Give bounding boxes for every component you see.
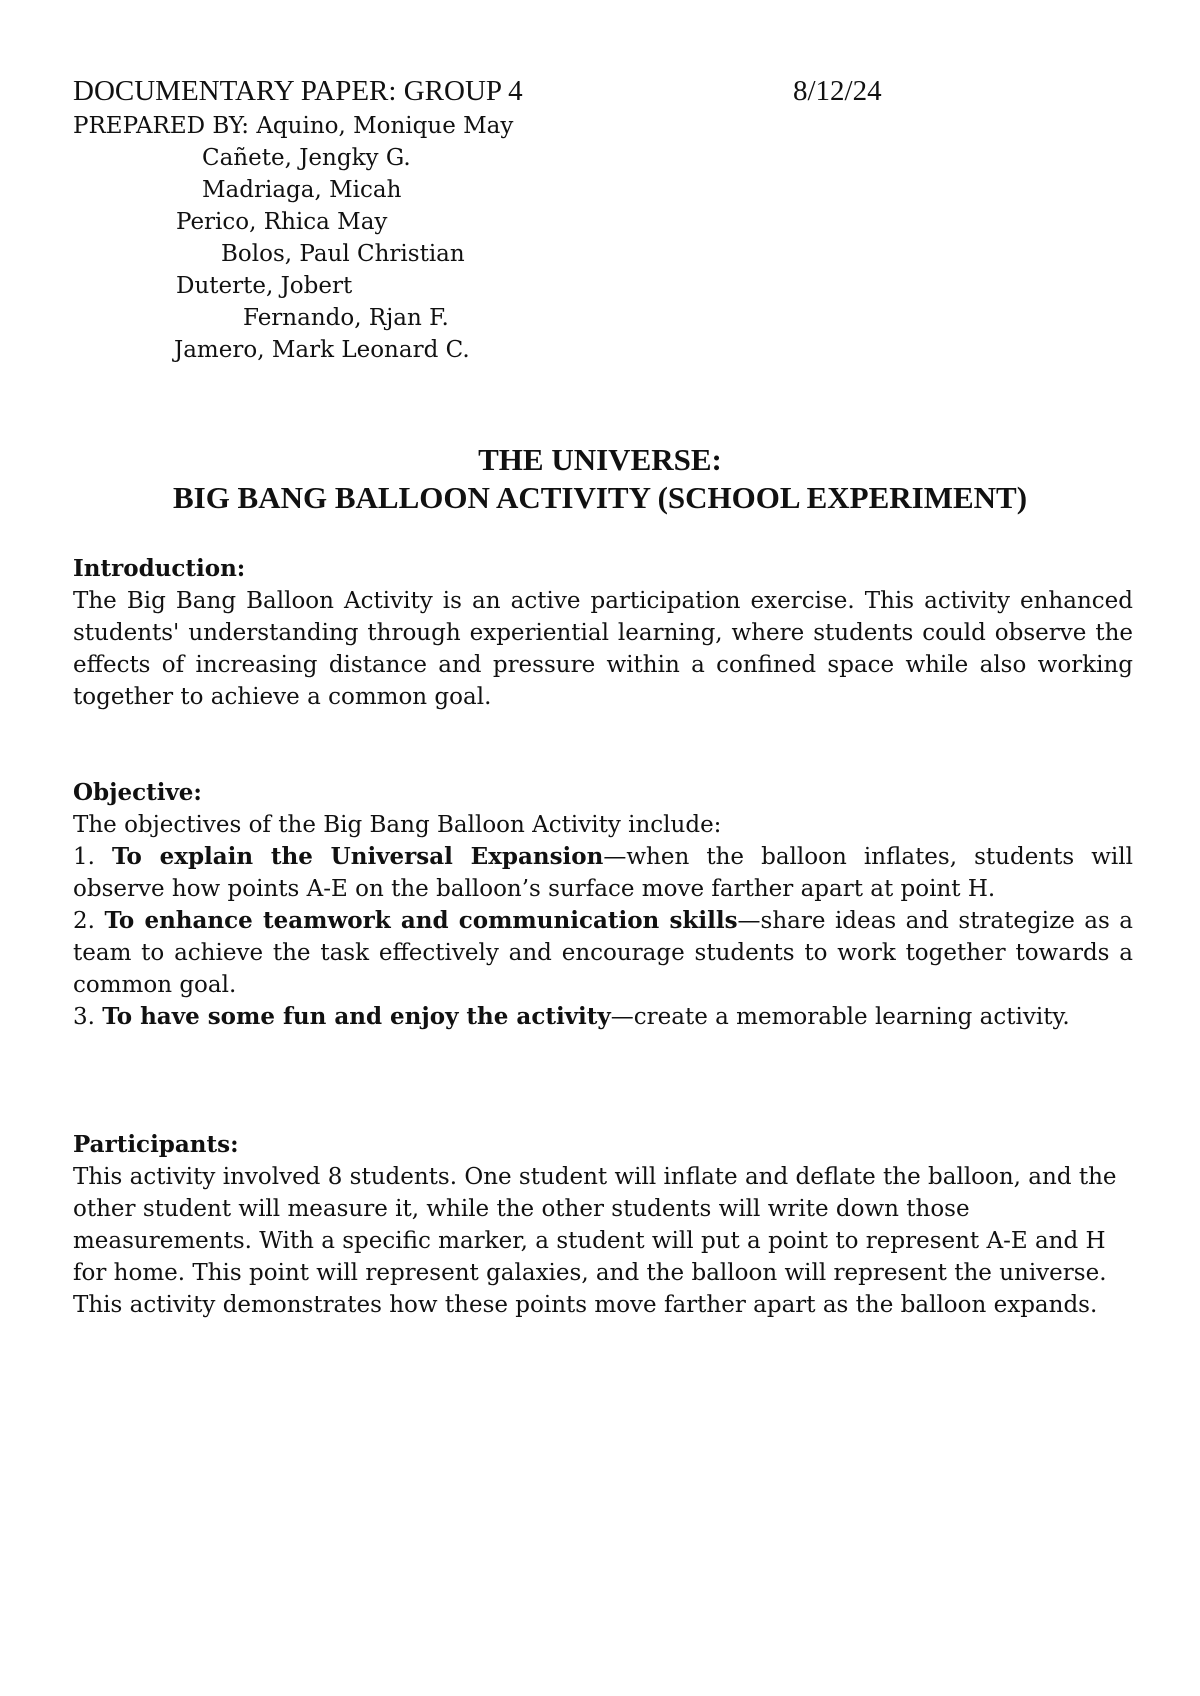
author-name: Jamero, Mark Leonard C. — [174, 337, 470, 363]
objective-description: —share ideas and strategize as a team to achieve the task effectively and encourage students to work together towards a common goal. — [73, 908, 1134, 998]
objective-description: —create a memorable learning activity. — [610, 1004, 1070, 1030]
objective-title: To enhance teamwork and communication skills — [104, 907, 738, 934]
participants-body: This activity involved 8 students. One student will inflate and deflate the balloon, and the other student will measure it, while the other students will write down those measurements. With a specific marker, a student will put a point to represent A-E and H for home. This point will represent galaxies, and the balloon will represent the universe. This activity demonstrates how these points move farther apart as the balloon expands. — [73, 1164, 1117, 1318]
author-name: Madriaga, Micah — [202, 177, 402, 203]
introduction-heading: Introduction: — [73, 555, 246, 582]
participants-section — [73, 1129, 1133, 1321]
introduction-body: The Big Bang Balloon Activity is an active participation exercise. This activity enhanced students' understanding through experiential learning, where students could observe the effects of increasing distance and pressure within a confined space while also working together to achieve a common goal. — [73, 588, 1133, 710]
author-name: Perico, Rhica May — [176, 209, 388, 235]
prepared-by-line: PREPARED BY: Aquino, Monique May — [73, 113, 514, 139]
objective-number: 2. — [73, 908, 95, 934]
author-name: Fernando, Rjan F. — [243, 305, 449, 331]
objective-item — [73, 1001, 1133, 1033]
author-name: Cañete, Jengky G. — [202, 145, 411, 171]
objective-item — [73, 905, 1133, 1001]
objective-title: To explain the Universal Expansion — [112, 843, 604, 870]
objective-heading: Objective: — [73, 779, 202, 806]
introduction-section — [73, 553, 1133, 713]
objective-number: 3. — [73, 1004, 95, 1030]
objective-number: 1. — [73, 844, 95, 870]
objective-item — [73, 841, 1133, 905]
page-title-line-2: BIG BANG BALLOON ACTIVITY (SCHOOL EXPERIMENT) — [172, 480, 1028, 515]
document-date: 8/12/24 — [793, 75, 882, 107]
objective-intro: The objectives of the Big Bang Balloon Activity include: — [73, 812, 722, 838]
objective-section — [73, 777, 1133, 1033]
author-name: Duterte, Jobert — [176, 273, 353, 299]
author-name: Bolos, Paul Christian — [221, 241, 465, 267]
participants-heading: Participants: — [73, 1131, 239, 1158]
document-label: DOCUMENTARY PAPER: GROUP 4 — [73, 75, 523, 107]
objective-description: —when the balloon inflates, students will observe how points A-E on the balloon’s surface move farther apart at point H. — [73, 844, 1133, 902]
objective-title: To have some fun and enjoy the activity — [102, 1003, 611, 1030]
page-title-line-1: THE UNIVERSE: — [478, 442, 722, 477]
